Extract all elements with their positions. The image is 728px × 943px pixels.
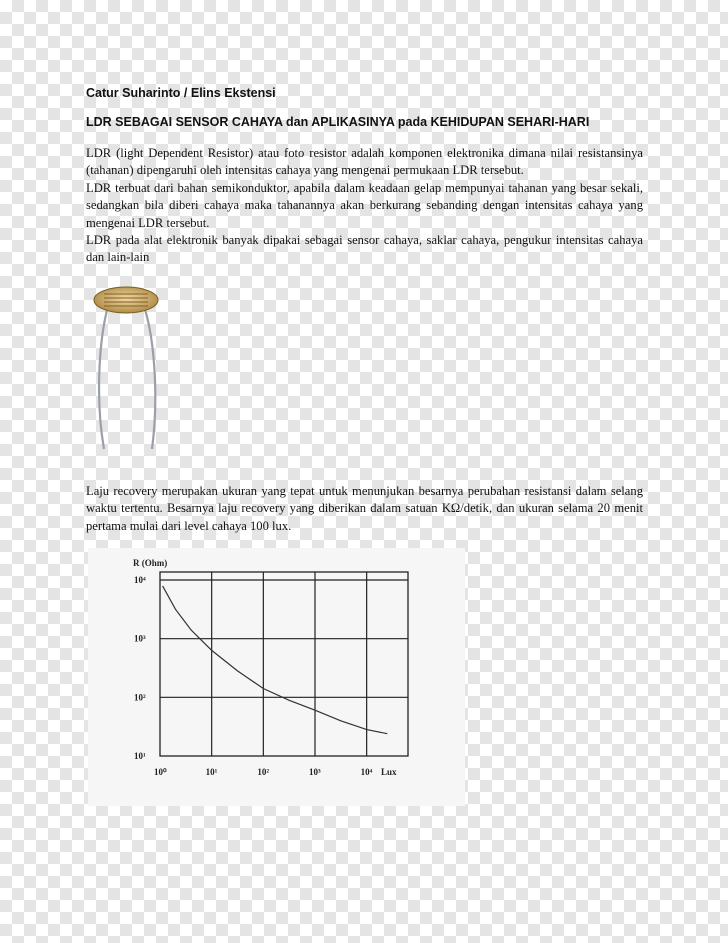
y-tick-label: 10³ (134, 633, 146, 644)
ldr-lead-left (99, 306, 108, 449)
x-tick-label: 10⁰ (154, 767, 167, 777)
plot-frame (160, 572, 408, 756)
recovery-curve (163, 586, 388, 734)
y-tick-label: 10² (134, 692, 146, 703)
chart-grid (160, 572, 408, 756)
x-tick-label: 10³ (309, 767, 321, 777)
y-tick-label: 10⁴ (134, 575, 146, 585)
x-tick-labels (154, 767, 373, 777)
author-line: Catur Suharinto / Elins Ekstensi (86, 86, 276, 100)
x-tick-label: 10⁴ (360, 767, 373, 777)
paragraph-1: LDR (light Dependent Resistor) atau foto resistor adalah komponen elektronika dimana nilai resistansinya (tahanan) dipengaruhi oleh intensitas cahaya yang mengenai permukaan LDR tersebut. (86, 146, 643, 178)
y-tick-label: 10¹ (134, 751, 146, 761)
x-axis-label: Lux (381, 767, 397, 777)
chart-svg (88, 548, 465, 806)
ldr-photo (86, 284, 166, 460)
recovery-paragraph: Laju recovery merupakan ukuran yang tepat untuk menunjukan besarnya perubahan resistansi dalam selang waktu tertentu. Besarnya laju recovery yang diberikan dalam satuan KΩ/detik, dan ukuran selama 20 menit pertama mulai dari level cahaya 100 lux. (86, 484, 643, 533)
x-tick-label: 10² (257, 767, 270, 777)
y-axis-label: R (Ohm) (133, 558, 168, 568)
document-title: LDR SEBAGAI SENSOR CAHAYA dan APLIKASINYA pada KEHIDUPAN SEHARI-HARI (86, 115, 590, 129)
intro-text-block (86, 145, 643, 267)
ldr-body (94, 287, 158, 313)
paragraph-2: LDR terbuat dari bahan semikonduktor, apabila dalam keadaan gelap mempunyai tahanan yang besar sekali, sedangkan bila diberi cahaya maka tahanannya akan berkurang sebanding dengan intensitas cahaya yang mengenai LDR tersebut. (86, 180, 643, 230)
resistance-chart (88, 548, 465, 806)
x-tick-label: 10¹ (205, 767, 218, 777)
paragraph-3: LDR pada alat elektronik banyak dipakai sebagai sensor cahaya, saklar cahaya, pengukur intensitas cahaya dan lain-lain (86, 233, 643, 265)
y-tick-labels (134, 575, 146, 761)
ldr-lead-right (144, 306, 155, 449)
